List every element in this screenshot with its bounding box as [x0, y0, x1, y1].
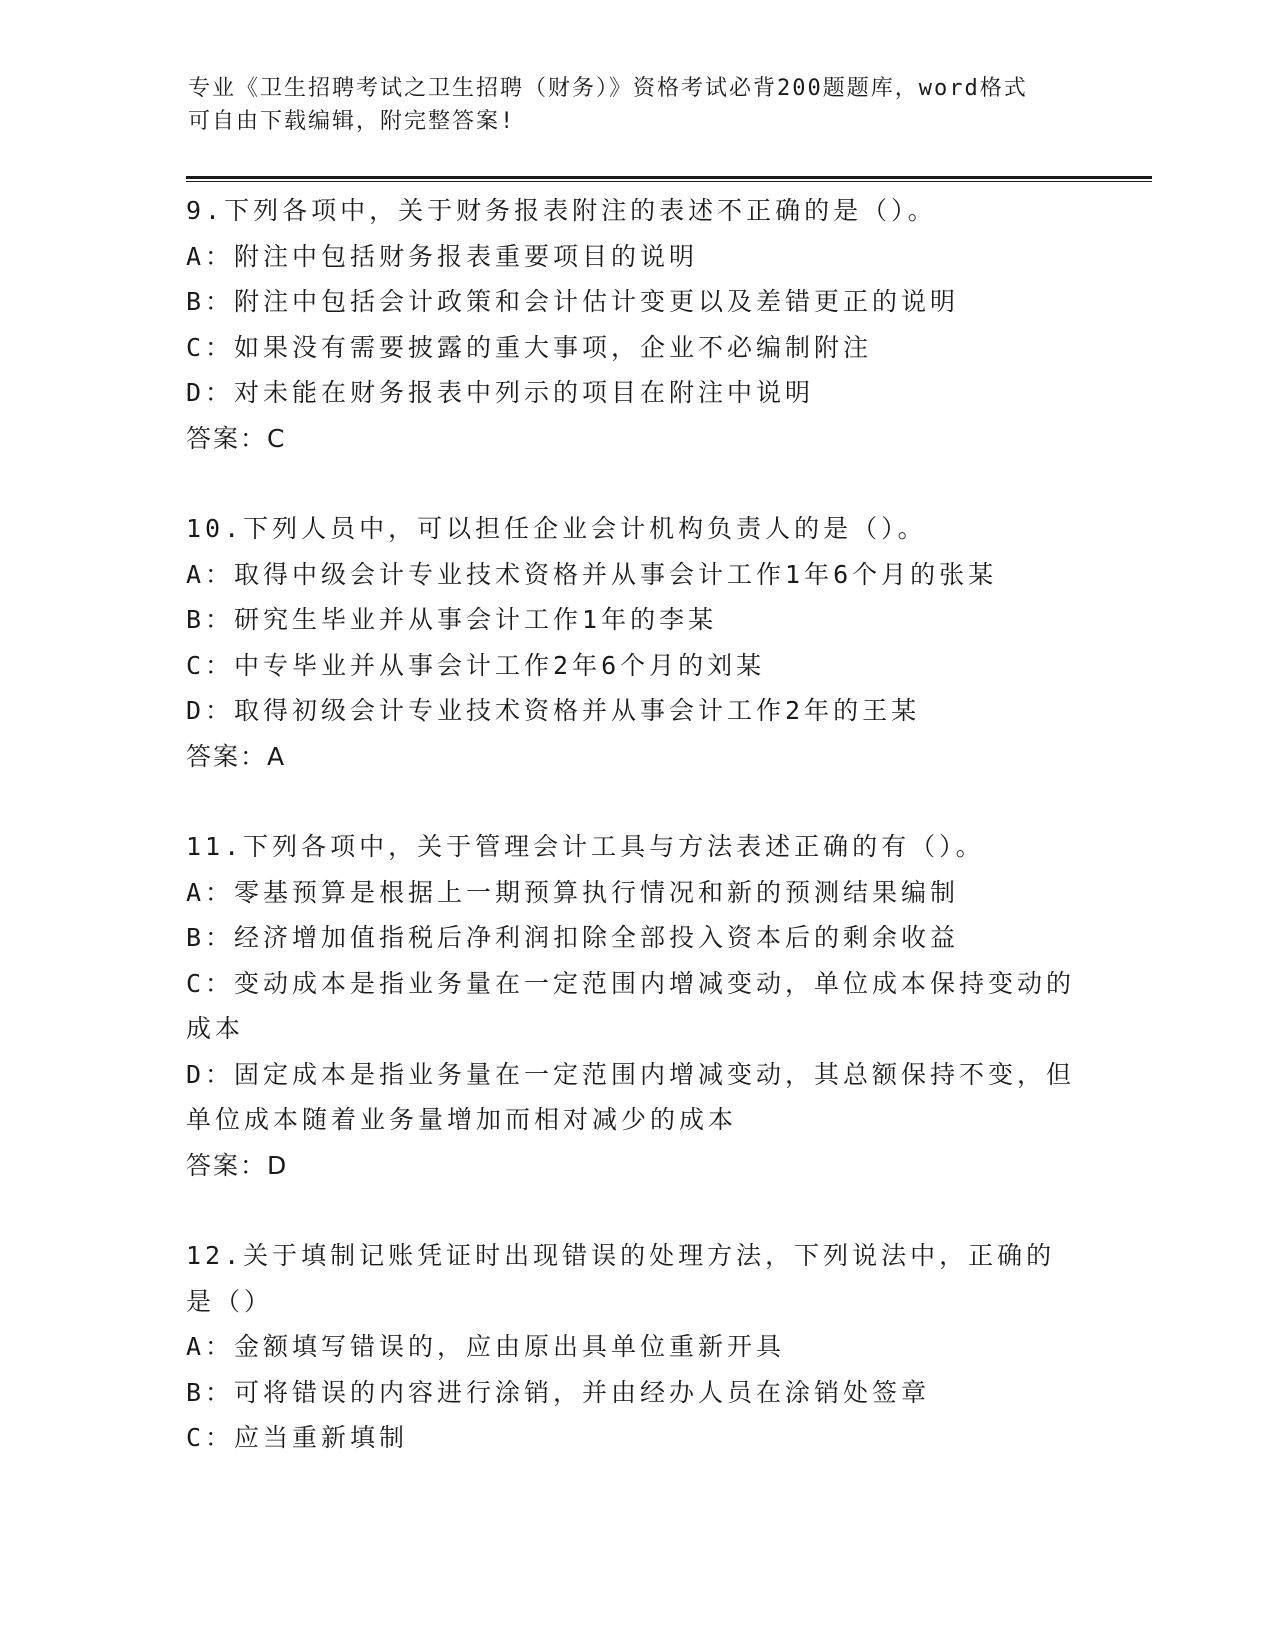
- option-a: A：附注中包括财务报表重要项目的说明: [186, 241, 699, 271]
- question-stem: 10.下列人员中，可以担任企业会计机构负责人的是（）。: [186, 514, 927, 543]
- option-a: A：取得中级会计专业技术资格并从事会计工作1年6个月的张某: [186, 559, 998, 589]
- option-b: B：经济增加值指税后净利润扣除全部投入资本后的剩余收益: [186, 923, 960, 952]
- header-divider-thick: [186, 176, 1152, 179]
- option-c: C：如果没有需要披露的重大事项，企业不必编制附注: [186, 332, 873, 362]
- option-c: C：应当重新填制: [186, 1423, 409, 1452]
- header-line-2: 可自由下载编辑，附完整答案!: [188, 109, 516, 134]
- document-header: [188, 72, 1088, 138]
- question-12: [186, 1233, 1076, 1461]
- option-b: B：附注中包括会计政策和会计估计变更以及差错更正的说明: [186, 287, 960, 316]
- option-d: D：固定成本是指业务量在一定范围内增减变动，其总额保持不变，但单位成本随着业务量增加而相对减少的成本: [186, 1059, 1076, 1134]
- question-list: [186, 188, 1076, 1506]
- question-10: [186, 506, 1076, 779]
- question-9: [186, 188, 1076, 461]
- question-stem: 9.下列各项中，关于财务报表附注的表述不正确的是（）。: [186, 196, 937, 225]
- option-b: B：研究生毕业并从事会计工作1年的李某: [186, 605, 718, 634]
- option-b: B：可将错误的内容进行涂销，并由经办人员在涂销处签章: [186, 1377, 931, 1407]
- option-a: A：零基预算是根据上一期预算执行情况和新的预测结果编制: [186, 877, 960, 907]
- header-divider-thin: [186, 181, 1152, 182]
- option-c: C：变动成本是指业务量在一定范围内增减变动，单位成本保持变动的成本: [186, 968, 1076, 1043]
- option-c: C：中专毕业并从事会计工作2年6个月的刘某: [186, 650, 766, 680]
- answer-label: 答案：D: [186, 1150, 289, 1180]
- option-a: A：金额填写错误的，应由原出具单位重新开具: [186, 1332, 786, 1361]
- option-d: D：对未能在财务报表中列示的项目在附注中说明: [186, 378, 815, 407]
- question-stem: 11.下列各项中，关于管理会计工具与方法表述正确的有（）。: [186, 832, 985, 861]
- question-11: [186, 824, 1076, 1188]
- option-d: D：取得初级会计专业技术资格并从事会计工作2年的王某: [186, 696, 921, 725]
- answer-label: 答案：A: [186, 741, 287, 771]
- question-stem: 12.关于填制记账凭证时出现错误的处理方法，下列说法中，正确的是（）: [186, 1241, 1056, 1316]
- answer-label: 答案：C: [186, 423, 287, 453]
- header-line-1: 专业《卫生招聘考试之卫生招聘（财务）》资格考试必背200题题库，word格式: [188, 76, 1028, 101]
